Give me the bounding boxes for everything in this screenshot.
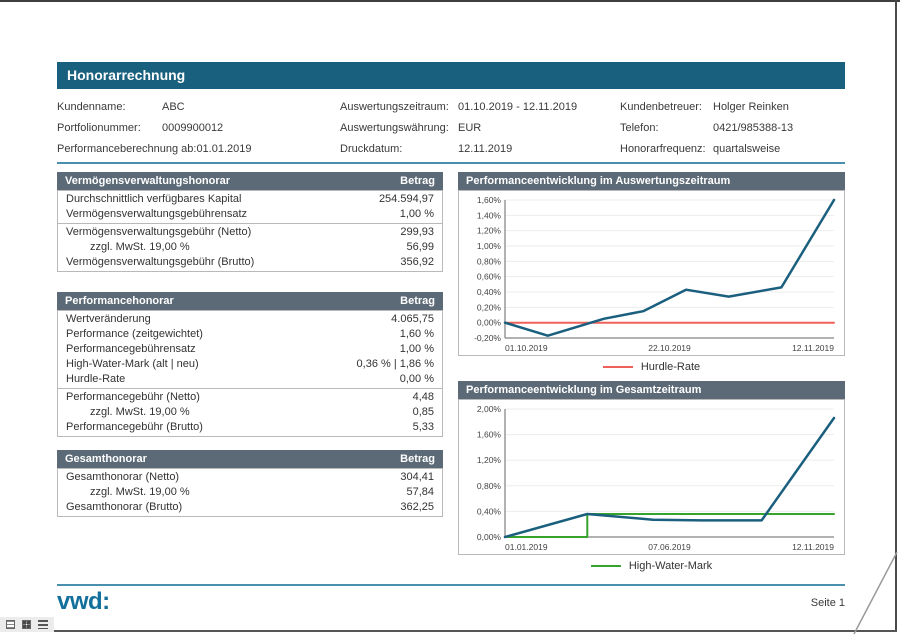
svg-text:1,40%: 1,40% [476,210,501,221]
info-row [620,117,845,138]
row-value: 5,33 [412,421,434,433]
svg-text:-0,20%: -0,20% [474,333,501,343]
page-top-edge [0,0,900,2]
row-label: Vermögensverwaltungsgebührensatz [66,208,248,220]
chart-plot-area [458,399,845,555]
table-header [57,292,443,310]
row-label: zzgl. MwSt. 19,00 % [90,406,190,418]
info-label: Honorarfrequenz: [620,142,706,155]
page-number: Seite 1 [810,597,845,609]
svg-text:0,80%: 0,80% [476,256,501,267]
info-label: Performanceberechnung ab: [57,142,197,155]
row-label: Hurdle-Rate [66,373,126,385]
info-row [340,96,620,117]
info-grid [57,96,845,159]
thumbnail-grid-view-icon[interactable] [22,620,31,629]
viewer-toolbar [0,617,54,632]
info-row [620,138,845,159]
svg-text:0,00%: 0,00% [476,317,501,328]
info-value: EUR [458,121,482,134]
svg-text:01.10.2019: 01.10.2019 [505,343,548,353]
table-row [58,500,442,515]
svg-text:0,60%: 0,60% [476,271,501,282]
table-group [58,469,442,516]
table-row [58,207,442,222]
amount-column-header: Betrag [400,175,435,187]
chart-title: Performanceentwicklung im Auswertungszeitraum [458,172,845,190]
chart-legend [458,359,845,375]
legend-label: Hurdle-Rate [640,361,701,373]
info-label: Telefon: [620,121,659,134]
chart-canvas [459,191,844,355]
table-header [57,450,443,468]
table-row [58,312,442,327]
info-value: Holger Reinken [713,100,789,113]
chart-canvas [459,400,844,554]
chart-plot-area [458,190,845,356]
table-body [57,190,443,272]
table-title: Vermögensverwaltungshonorar [65,175,231,187]
svg-text:01.01.2019: 01.01.2019 [505,542,548,552]
row-label: High-Water-Mark (alt | neu) [66,358,199,370]
fee-table [57,292,443,437]
svg-text:1,60%: 1,60% [476,429,501,440]
page-bottom-edge [0,630,897,632]
table-title: Gesamthonorar [65,453,147,465]
page-right-edge [895,0,897,630]
chart-legend [458,558,845,574]
svg-text:1,00%: 1,00% [476,241,501,251]
table-row [58,390,442,405]
body-columns [57,172,845,577]
svg-text:0,20%: 0,20% [476,302,501,313]
info-column [57,96,340,159]
info-row [620,96,845,117]
fee-tables-column [57,172,443,517]
svg-text:12.11.2019: 12.11.2019 [792,343,834,353]
svg-text:0,80%: 0,80% [476,480,501,491]
row-value: 1,00 % [399,343,434,355]
table-row [58,255,442,270]
row-label: zzgl. MwSt. 19,00 % [90,241,190,253]
info-label: Auswertungswährung: [340,121,449,134]
row-value: 299,93 [400,226,434,238]
table-row [58,357,442,372]
info-value: quartalsweise [713,142,781,155]
info-divider [57,162,845,164]
row-label: Vermögensverwaltungsgebühr (Netto) [66,226,252,238]
svg-text:1,20%: 1,20% [476,225,501,236]
fee-table [57,172,443,272]
row-label: Performancegebühr (Netto) [66,391,200,403]
info-value: 12.11.2019 [458,142,513,155]
svg-text:22.10.2019: 22.10.2019 [648,343,691,353]
footer-divider [57,584,845,586]
info-value: 0421/985388-13 [713,121,794,134]
svg-text:12.11.2019: 12.11.2019 [792,542,834,552]
info-row [57,138,340,159]
table-row [58,470,442,485]
vwd-logo: vwd: [57,588,110,615]
row-label: Wertveränderung [66,313,151,325]
row-value: 0,00 % [399,373,434,385]
info-row [340,117,620,138]
row-label: Vermögensverwaltungsgebühr (Brutto) [66,256,255,268]
svg-text:1,60%: 1,60% [476,195,501,205]
svg-text:1,20%: 1,20% [476,455,501,466]
list-view-icon[interactable] [38,620,48,629]
table-group [58,191,442,223]
row-value: 362,25 [400,501,434,513]
table-title: Performancehonorar [65,295,174,307]
row-label: zzgl. MwSt. 19,00 % [90,486,190,498]
svg-text:0,40%: 0,40% [476,287,501,297]
document-page [57,62,845,615]
row-label: Durchschnittlich verfügbares Kapital [66,193,242,205]
hurdle-rate-legend-line [603,366,633,368]
footer [57,589,845,615]
table-header [57,172,443,190]
row-value: 1,00 % [399,208,434,220]
amount-column-header: Betrag [400,453,435,465]
row-label: Performancegebührensatz [66,343,196,355]
info-row [57,96,340,117]
row-value: 56,99 [406,241,434,253]
info-column [340,96,620,159]
page-title: Honorarrechnung [57,62,845,89]
table-row [58,192,442,207]
row-value: 4,48 [412,391,434,403]
info-label: Portfolionummer: [57,121,141,134]
table-row [58,327,442,342]
info-row [57,117,340,138]
row-label: Gesamthonorar (Netto) [66,471,180,483]
info-column [620,96,845,159]
svg-text:0,00%: 0,00% [476,532,501,542]
table-group [58,223,442,271]
table-body [57,468,443,517]
single-page-view-icon[interactable] [6,620,15,629]
info-label: Kundenbetreuer: [620,100,702,113]
legend-label: High-Water-Mark [628,560,713,572]
info-label: Druckdatum: [340,142,403,155]
row-value: 0,85 [412,406,434,418]
row-label: Performance (zeitgewichtet) [66,328,203,340]
info-label: Auswertungszeitraum: [340,100,449,113]
info-value: 01.01.2019 [196,142,252,155]
svg-text:07.06.2019: 07.06.2019 [648,542,691,552]
info-row [340,138,620,159]
row-value: 304,41 [400,471,434,483]
high-water-mark-legend-line [591,565,621,567]
row-value: 1,60 % [399,328,434,340]
chart-panel-auswertungszeitraum [458,172,845,375]
table-body [57,310,443,437]
table-row [58,240,442,255]
info-value: ABC [162,100,185,113]
svg-text:0,40%: 0,40% [476,506,501,517]
table-row [58,420,442,435]
page-corner-curl [852,552,898,636]
info-label: Kundenname: [57,100,126,113]
table-row [58,405,442,420]
chart-panel-gesamtzeitraum [458,381,845,574]
table-row [58,225,442,240]
row-label: Performancegebühr (Brutto) [66,421,203,433]
amount-column-header: Betrag [400,295,435,307]
chart-title: Performanceentwicklung im Gesamtzeitraum [458,381,845,399]
row-label: Gesamthonorar (Brutto) [66,501,183,513]
row-value: 57,84 [406,486,434,498]
table-row [58,342,442,357]
info-value: 01.10.2019 - 12.11.2019 [458,100,578,113]
table-group [58,388,442,436]
charts-column [458,172,845,577]
row-value: 0,36 % | 1,86 % [356,358,434,370]
row-value: 4.065,75 [391,313,434,325]
row-value: 254.594,97 [378,193,434,205]
fee-table [57,450,443,517]
svg-text:2,00%: 2,00% [476,404,501,414]
table-row [58,485,442,500]
table-group [58,311,442,388]
info-value: 0009900012 [162,121,224,134]
row-value: 356,92 [400,256,434,268]
table-row [58,372,442,387]
